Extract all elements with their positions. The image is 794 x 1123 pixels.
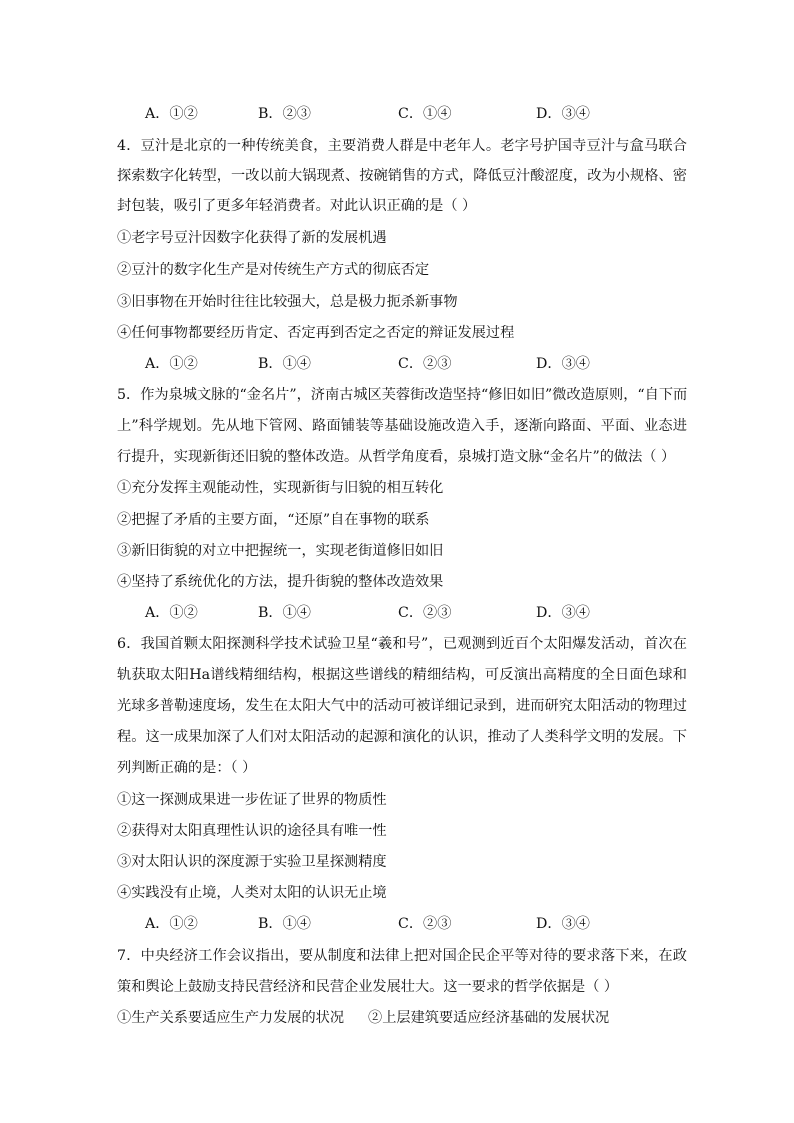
q5-stem-line-2: 上”科学规划。先从地下管网、路面铺装等基础设施改造入手，逐渐向路面、平面、业态进 xyxy=(117,418,687,434)
q3-option-d[interactable]: D．③④ xyxy=(536,106,590,122)
q5-statement-1: ①充分发挥主观能动性，实现新街与旧貌的相互转化 xyxy=(117,480,444,496)
q4-option-d[interactable]: D．③④ xyxy=(536,356,590,372)
q4-stem-line-2: 探索数字化转型，一改以前大锅现煮、按碗销售的方式，降低豆汁酸涩度，改为小规格、密 xyxy=(117,168,687,184)
q5-statement-3: ③新旧街貌的对立中把握统一，实现老街道修旧如旧 xyxy=(117,543,444,559)
q6-statement-2: ②获得对太阳真理性认识的途径具有唯一性 xyxy=(117,823,387,839)
q7-stem-line-1: 7．中央经济工作会议指出，要从制度和法律上把对国企民企平等对待的要求落下来，在政 xyxy=(117,948,687,964)
q7-statement-2: ②上层建筑要适应经济基础的发展状况 xyxy=(368,1010,610,1026)
q3-option-a[interactable]: A．①② xyxy=(145,106,198,122)
q6-stem-line-5: 列判断正确的是：（ ） xyxy=(117,760,257,776)
q6-statement-4: ④实践没有止境，人类对太阳的认识无止境 xyxy=(117,885,387,901)
q6-stem-line-1: 6．我国首颗太阳探测科学技术试验卫星“羲和号”，已观测到近百个太阳爆发活动，首次在 xyxy=(117,636,687,652)
q6-option-b[interactable]: B．①④ xyxy=(258,916,311,932)
q7-stem-line-2: 策和舆论上鼓励支持民营经济和民营企业发展壮大。这一要求的哲学依据是（ ） xyxy=(117,979,619,995)
q6-statement-3: ③对太阳认识的深度源于实验卫星探测精度 xyxy=(117,854,387,870)
q7-statements-row xyxy=(117,1008,687,1028)
q5-statement-2: ②把握了矛盾的主要方面，“还原”自在事物的联系 xyxy=(117,512,430,528)
q7-statement-1: ①生产关系要适应生产力发展的状况 xyxy=(117,1010,345,1026)
q6-stem-line-4: 程。这一成果加深了人们对太阳活动的起源和演化的认识，推动了人类科学文明的发展。下 xyxy=(117,729,687,745)
q6-option-a[interactable]: A．①② xyxy=(145,916,198,932)
q6-statement-1: ①这一探测成果进一步佐证了世界的物质性 xyxy=(117,792,387,808)
q5-option-b[interactable]: B．①④ xyxy=(258,605,311,621)
q5-option-c[interactable]: C．②③ xyxy=(398,605,452,621)
q3-option-c[interactable]: C．①④ xyxy=(398,106,452,122)
q6-stem-line-2: 轨获取太阳Ha谱线精细结构，根据这些谱线的精细结构，可反演出高精度的全日面色球和 xyxy=(117,667,687,683)
q6-stem-line-3: 光球多普勒速度场，发生在太阳大气中的活动可被详细记录到，进而研究太阳活动的物理过 xyxy=(117,698,687,714)
q6-option-c[interactable]: C．②③ xyxy=(398,916,452,932)
q4-stem-line-3: 封包装，吸引了更多年轻消费者。对此认识正确的是（ ） xyxy=(117,198,477,214)
q6-option-d[interactable]: D．③④ xyxy=(536,916,590,932)
q4-statement-2: ②豆汁的数字化生产是对传统生产方式的彻底否定 xyxy=(117,262,430,278)
q4-stem-line-1: 4．豆汁是北京的一种传统美食，主要消费人群是中老年人。老字号护国寺豆汁与盒马联合 xyxy=(117,138,687,154)
q4-statement-1: ①老字号豆汁因数字化获得了新的发展机遇 xyxy=(117,230,387,246)
q4-option-c[interactable]: C．②③ xyxy=(398,356,452,372)
q5-statement-4: ④坚持了系统优化的方法，提升街貌的整体改造效果 xyxy=(117,574,444,590)
q5-option-d[interactable]: D．③④ xyxy=(536,605,590,621)
q5-option-a[interactable]: A．①② xyxy=(145,605,198,621)
q4-statement-4: ④任何事物都要经历肯定、否定再到否定之否定的辩证发展过程 xyxy=(117,325,515,341)
q5-stem-line-1: 5．作为泉城文脉的“金名片”，济南古城区芙蓉街改造坚持“修旧如旧”微改造原则，“自下而 xyxy=(117,387,688,403)
q4-option-a[interactable]: A．①② xyxy=(145,356,198,372)
q3-option-b[interactable]: B．②③ xyxy=(258,106,311,122)
q5-stem-line-3: 行提升，实现新街还旧貌的整体改造。从哲学角度看，泉城打造文脉“金名片”的做法（ ） xyxy=(117,449,676,465)
q4-option-b[interactable]: B．①④ xyxy=(258,356,311,372)
q4-statement-3: ③旧事物在开始时往往比较强大，总是极力扼杀新事物 xyxy=(117,294,458,310)
